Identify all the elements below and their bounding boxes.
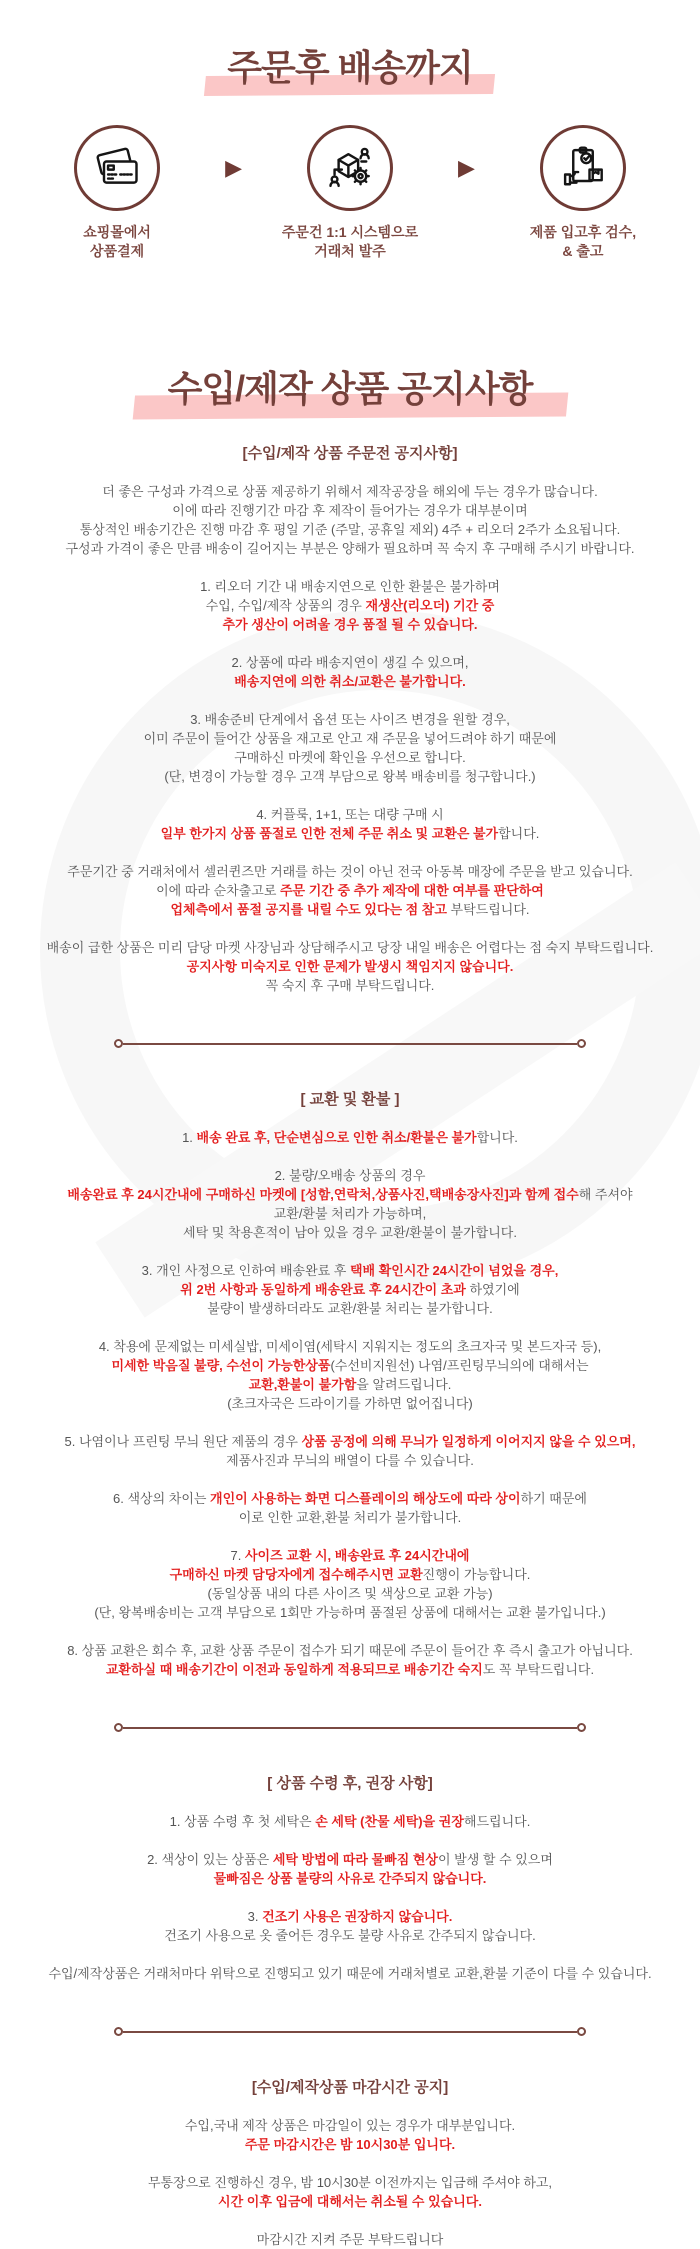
notice-section-pre-order (0, 442, 700, 995)
body-text: 7. (230, 1548, 245, 1563)
body-text: 1. 상품 수령 후 첫 세탁은 (169, 1814, 316, 1829)
process-title-text: 주문후 배송까지 (223, 40, 476, 91)
emphasis-text: 건조기 사용은 권장하지 않습니다. (262, 1909, 453, 1924)
divider-line (123, 1727, 577, 1729)
body-text: 불량이 발생하더라도 교환/환불 처리는 불가합니다. (207, 1301, 493, 1316)
body-text: 4. 착용에 문제없는 미세실밥, 미세이염(세탁시 지워지는 정도의 초크자국 및 본드자국 등), (98, 1339, 602, 1354)
body-text: 2. 상품에 따라 배송지연이 생길 수 있으며, (231, 655, 469, 670)
text-block (0, 1812, 700, 1831)
body-text: 세탁 및 착용흔적이 남아 있을 경우 교환/환불이 불가합니다. (183, 1225, 517, 1240)
body-text: 수입/제작상품은 거래처마다 위탁으로 진행되고 있기 때문에 거래처별로 교환,환불 기준이 다를 수 있습니다. (48, 1966, 652, 1981)
emphasis-text: 주문 기간 중 추가 제작에 대한 여부를 판단하여 (279, 883, 544, 898)
section-title: [ 상품 수령 후, 권장 사항] (267, 1775, 433, 1792)
process-step-inspection (493, 125, 673, 261)
emphasis-text: 추가 생산이 어려울 경우 품절 될 수 있습니다. (222, 617, 478, 632)
emphasis-text: 미세한 박음질 불량, 수선이 가능한상품 (111, 1358, 331, 1373)
body-text: 1. 리오더 기간 내 배송지연으로 인한 환불은 불가하며 (200, 579, 500, 594)
notice-title-section (0, 361, 700, 412)
notice-title (0, 361, 700, 412)
body-text: 합니다. (498, 826, 540, 841)
text-block (0, 1432, 700, 1470)
body-text: (수선비지원선) 나염/프린팅무늬의에 대해서는 (330, 1358, 589, 1373)
body-text: 배송이 급한 상품은 미리 담당 마켓 사장님과 상담해주시고 당장 내일 배송은 어렵다는 점 숙지 부탁드립니다. (46, 940, 654, 955)
section-divider (114, 1723, 586, 1732)
body-text: 이에 따라 진행기간 마감 후 제작이 들어가는 경우가 대부분이며 (172, 503, 528, 518)
emphasis-text: 시간 이후 입금에 대해서는 취소될 수 있습니다. (218, 2194, 482, 2209)
body-text: 5. 나염이나 프린팅 무늬 원단 제품의 경우 (64, 1434, 302, 1449)
text-block (0, 482, 700, 558)
body-text: 2. 불량/오배송 상품의 경우 (274, 1168, 426, 1183)
body-text: 이미 주문이 들어간 상품을 재고로 안고 재 주문을 넣어드려야 하기 때문에 (143, 731, 557, 746)
emphasis-text: 공지사항 미숙지로 인한 문제가 발생시 책임지지 않습니다. (186, 959, 514, 974)
text-block (0, 805, 700, 843)
body-text: 하였기에 (465, 1282, 520, 1297)
divider-dot (577, 1723, 586, 1732)
body-text: 구성과 가격이 좋은 만큼 배송이 길어지는 부분은 양해가 필요하며 꼭 숙지 후 구매해 주시기 바랍니다. (65, 541, 635, 556)
section-divider (114, 1039, 586, 1048)
emphasis-text: 재생산(리오더) 기간 중 (365, 598, 495, 613)
emphasis-text: 배송지연에 의한 취소/교환은 불가합니다. (234, 674, 466, 689)
body-text: 건조기 사용으로 옷 줄어든 경우도 불량 사유로 간주되지 않습니다. (164, 1928, 536, 1943)
emphasis-text: 주문 마감시간은 밤 10시30분 입니다. (244, 2137, 456, 2152)
text-block (0, 862, 700, 919)
text-block (0, 2116, 700, 2154)
body-text: (동일상품 내의 다른 사이즈 및 색상으로 교환 가능) (207, 1586, 493, 1601)
arrow-right-icon: ▶ (225, 155, 242, 180)
text-block (0, 1128, 700, 1147)
process-steps (0, 125, 700, 261)
body-text: 구매하신 마켓에 확인을 우선으로 합니다. (234, 750, 466, 765)
emphasis-text: 세탁 방법에 따라 물빠짐 현상 (272, 1852, 438, 1867)
body-text: 더 좋은 구성과 가격으로 상품 제공하기 위해서 제작공장을 해외에 두는 경우가 많습니다. (102, 484, 598, 499)
emphasis-text: 교환하실 때 배송기간이 이전과 동일하게 적용되므로 배송기간 숙지 (105, 1662, 483, 1677)
body-text: 4. 커플룩, 1+1, 또는 대량 구매 시 (256, 807, 444, 822)
emphasis-text: 구매하신 마켓 담당자에게 접수해주시면 교환 (169, 1567, 423, 1582)
text-block (0, 1641, 700, 1679)
section-title: [수입/제작상품 마감시간 공지] (251, 2079, 449, 2096)
text-block (0, 1261, 700, 1318)
emphasis-text: 일부 한가지 상품 품절로 인한 전체 주문 취소 및 교환은 불가 (160, 826, 499, 841)
body-text: 합니다. (476, 1130, 518, 1145)
process-step-order (260, 125, 440, 261)
body-text: 3. 개인 사정으로 인하여 배송완료 후 (141, 1263, 350, 1278)
body-text: 을 알려드립니다. (356, 1377, 452, 1392)
text-block (0, 710, 700, 786)
body-text: 제품사진과 무늬의 배열이 다를 수 있습니다. (226, 1453, 474, 1468)
divider-dot (577, 2027, 586, 2036)
emphasis-text: 택배 확인시간 24시간이 넘었을 경우, (349, 1263, 559, 1278)
body-text: (단, 왕복배송비는 고객 부담으로 1회만 가능하며 품절된 상품에 대해서는 교환 불가입니다.) (94, 1605, 606, 1620)
notice-section-deadline (0, 2076, 700, 2249)
body-text: 2. 색상이 있는 상품은 (147, 1852, 273, 1867)
notice-section-exchange-refund (0, 1088, 700, 1679)
emphasis-text: 상품 공정에 의해 무늬가 일정하게 이어지지 않을 수 있으며, (301, 1434, 636, 1449)
step-label-payment: 쇼핑몰에서 상품결제 (83, 224, 151, 259)
body-text: 수입,국내 제작 상품은 마감일이 있는 경우가 대부분입니다. (184, 2118, 516, 2133)
section-title: [ 교환 및 환불 ] (300, 1091, 400, 1108)
arrow-right-icon: ▶ (458, 155, 475, 180)
body-text: 통상적인 배송기간은 진행 마감 후 평일 기준 (주말, 공휴일 제외) 4주 + 리오더 2주가 소요됩니다. (79, 522, 621, 537)
text-block (0, 1964, 700, 1983)
body-text: 3. (247, 1909, 263, 1924)
body-text: 해 주셔야 (578, 1187, 633, 1202)
body-text: 8. 상품 교환은 회수 후, 교환 상품 주문이 접수가 되기 때문에 주문이 들어간 후 즉시 출고가 아닙니다. (67, 1643, 633, 1658)
divider-line (123, 1043, 577, 1045)
body-text: 무통장으로 진행하신 경우, 밤 10시30분 이전까지는 입금해 주셔야 하고, (147, 2175, 553, 2190)
divider-dot (577, 1039, 586, 1048)
body-text: 마감시간 지켜 주문 부탁드립니다 (256, 2232, 444, 2247)
process-step-payment (27, 125, 207, 261)
section-divider (114, 2027, 586, 2036)
divider-dot (114, 2027, 123, 2036)
text-block (0, 577, 700, 634)
body-text: 하기 때문에 (520, 1491, 587, 1506)
body-text: 이에 따라 순차출고로 (156, 883, 280, 898)
emphasis-text: 손 세탁 (찬물 세탁)을 권장 (315, 1814, 464, 1829)
body-text: 수입, 수입/제작 상품의 경우 (205, 598, 366, 613)
section-title: [수입/제작 상품 주문전 공지사항] (242, 445, 458, 462)
body-text: 6. 색상의 차이는 (113, 1491, 211, 1506)
emphasis-text: 사이즈 교환 시, 배송완료 후 24시간내에 (244, 1548, 470, 1563)
order-system-icon (307, 125, 393, 211)
divider-dot (114, 1039, 123, 1048)
body-text: 꼭 숙지 후 구매 부탁드립니다. (265, 978, 435, 993)
body-text: 해드립니다. (463, 1814, 531, 1829)
text-block (0, 1850, 700, 1888)
order-process-section (0, 40, 700, 261)
body-text: 1. (182, 1130, 197, 1145)
text-block (0, 1907, 700, 1945)
body-text: 이 발생 할 수 있으며 (438, 1852, 553, 1867)
process-title (0, 40, 700, 91)
body-text: 도 꼭 부탁드립니다. (482, 1662, 595, 1677)
credit-card-icon (74, 125, 160, 211)
body-text: (초크자국은 드라이기를 가하면 없어집니다) (227, 1396, 473, 1411)
text-block (0, 653, 700, 691)
inspection-shipping-icon (540, 125, 626, 211)
step-label-inspection: 제품 입고후 검수, & 출고 (529, 224, 637, 259)
step-label-order: 주문건 1:1 시스템으로 거래처 발주 (281, 224, 419, 259)
notice-sections (0, 442, 700, 2249)
text-block (0, 2173, 700, 2211)
body-text: 교환/환불 처리가 가능하며, (273, 1206, 427, 1221)
body-text: (단, 변경이 가능할 경우 고객 부담으로 왕복 배송비를 청구합니다.) (164, 769, 536, 784)
emphasis-text: 교환,환불이 불가함 (248, 1377, 357, 1392)
text-block (0, 1546, 700, 1622)
body-text: 이로 인한 교환,환불 처리가 불가합니다. (238, 1510, 462, 1525)
emphasis-text: 배송 완료 후, 단순변심으로 인한 취소/환불은 불가 (196, 1130, 477, 1145)
emphasis-text: 위 2번 사항과 동일하게 배송완료 후 24시간이 초과 (180, 1282, 466, 1297)
emphasis-text: 개인이 사용하는 화면 디스플레이의 해상도에 따라 상이 (210, 1491, 521, 1506)
text-block (0, 1166, 700, 1242)
body-text: 주문기간 중 거래처에서 셀러퀸즈만 거래를 하는 것이 아닌 전국 아동복 매장에 주문을 받고 있습니다. (67, 864, 633, 879)
text-block (0, 2230, 700, 2249)
text-block (0, 1337, 700, 1413)
emphasis-text: 업체측에서 품절 공지를 내릴 수도 있다는 점 참고 (170, 902, 447, 917)
body-text: 진행이 가능합니다. (422, 1567, 531, 1582)
emphasis-text: 배송완료 후 24시간내에 구매하신 마켓에 [성함,연락처,상품사진,택배송장사진]과 함께 접수 (67, 1187, 579, 1202)
body-text: 3. 배송준비 단계에서 옵션 또는 사이즈 변경을 원할 경우, (190, 712, 510, 727)
notice-title-text: 수입/제작 상품 공지사항 (164, 361, 537, 412)
body-text: 부탁드립니다. (446, 902, 530, 917)
text-block (0, 1489, 700, 1527)
divider-dot (114, 1723, 123, 1732)
emphasis-text: 물빠짐은 상품 불량의 사유로 간주되지 않습니다. (213, 1871, 487, 1886)
notice-section-after-receipt (0, 1772, 700, 1983)
text-block (0, 938, 700, 995)
divider-line (123, 2031, 577, 2033)
